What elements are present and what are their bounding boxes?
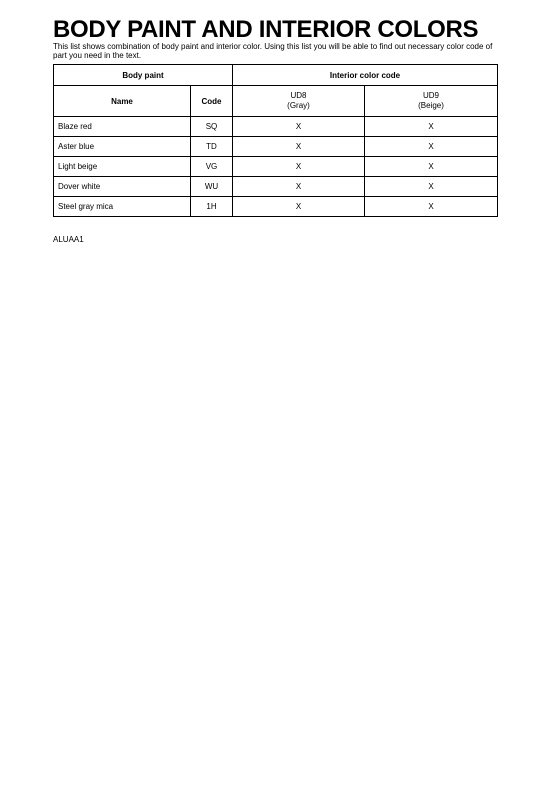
table-column-header-row (54, 86, 498, 117)
ud8-mark: X (233, 117, 365, 137)
interior-group-header: Interior color code (233, 65, 498, 86)
ud9-mark: X (365, 177, 498, 197)
intro-text: This list shows combination of body paint and interior color. Using this list you will be able to find out necessary color code of part you need in the text. (53, 42, 493, 60)
page-title: BODY PAINT AND INTERIOR COLORS (53, 16, 479, 43)
ud8-mark: X (233, 137, 365, 157)
body-paint-group-header: Body paint (54, 65, 233, 86)
table-row (54, 177, 498, 197)
paint-name: Dover white (54, 177, 191, 197)
ud8-mark: X (233, 177, 365, 197)
ud8-code: UD8 (290, 91, 307, 100)
paint-name: Aster blue (54, 137, 191, 157)
ud9-desc: (Beige) (418, 101, 444, 110)
ud9-mark: X (365, 157, 498, 177)
paint-name: Steel gray mica (54, 197, 191, 217)
ud8-desc: (Gray) (287, 101, 310, 110)
paint-code: WU (191, 177, 233, 197)
paint-name: Light beige (54, 157, 191, 177)
color-table (53, 64, 498, 217)
code-column-header: Code (191, 86, 233, 117)
paint-name: Blaze red (54, 117, 191, 137)
ud8-mark: X (233, 157, 365, 177)
paint-code: 1H (191, 197, 233, 217)
ud8-mark: X (233, 197, 365, 217)
ud9-code: UD9 (423, 91, 440, 100)
ud9-mark: X (365, 137, 498, 157)
paint-code: SQ (191, 117, 233, 137)
ud9-column-header (365, 86, 498, 117)
table-row (54, 117, 498, 137)
table-row (54, 157, 498, 177)
name-column-header: Name (54, 86, 191, 117)
table-row (54, 197, 498, 217)
ud9-mark: X (365, 197, 498, 217)
ud9-mark: X (365, 117, 498, 137)
table-row (54, 137, 498, 157)
document-code: ALUAA1 (53, 235, 84, 244)
paint-code: TD (191, 137, 233, 157)
ud8-column-header (233, 86, 365, 117)
table-group-header-row (54, 65, 498, 86)
paint-code: VG (191, 157, 233, 177)
